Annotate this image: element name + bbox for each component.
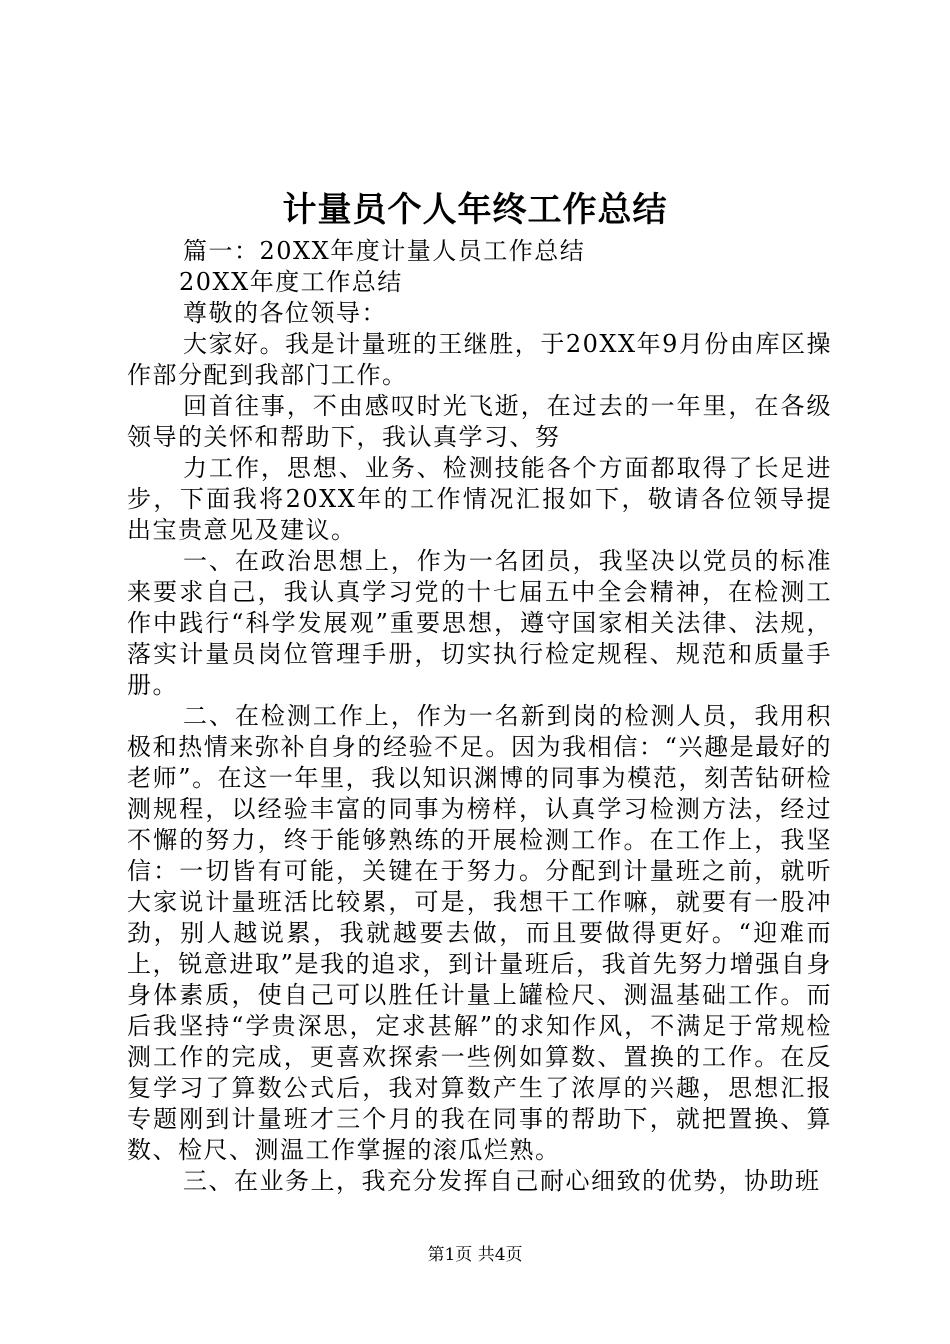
paragraph: 三、在业务上，我充分发挥自己耐心细致的优势，协助班 xyxy=(183,1167,821,1195)
paragraph-subtitle: 20XX年度工作总结 xyxy=(179,268,403,296)
document-title: 计量员个人年终工作总结 xyxy=(282,190,668,230)
paragraph: 力工作，思想、业务、检测技能各个方面都取得了长足进步，下面我将20XX年的工作情况汇报如下，敬请各位领导提出宝贵意见及建议。 xyxy=(127,454,832,544)
paragraph-salutation: 尊敬的各位领导： xyxy=(183,299,387,327)
page-number-footer: 第1页 共4页 xyxy=(427,1245,523,1265)
paragraph: 二、在检测工作上，作为一名新到岗的检测人员，我用积极和热情来弥补自身的经验不足。因为我相信：“兴趣是最好的老师”。在这一年里，我以知识渊博的同事为模范，刻苦钻研检测规程，以经验丰富的同事为榜样，认真学习检测方法，经过不懈的努力，终于能够熟练的开展检测工作。在工作上，我坚信：一切皆有可能，关键在于努力。分配到计量班之前，就听大家说计量班活比较累，可是，我想干工作嘛，就要有一股冲劲，别人越说累，我就越要去做，而且要做得更好。“迎难而上，锐意进取”是我的追求，到计量班后，我首先努力增强自身身体素质，使自己可以胜任计量上罐检尺、测温基础工作。而后我坚持“学贵深思，定求甚解”的求知作风，不满足于常规检测工作的完成，更喜欢探索一些例如算数、置换的工作。在反复学习了算数公式后，我对算数产生了浓厚的兴趣，思想汇报专题刚到计量班才三个月的我在同事的帮助下，就把置换、算数、检尺、测温工作掌握的滚瓜烂熟。 xyxy=(127,702,832,1164)
paragraph-section-heading: 篇一：20XX年度计量人员工作总结 xyxy=(183,237,586,265)
document-body xyxy=(127,236,832,1197)
paragraph: 大家好。我是计量班的王继胜，于20XX年9月份由库区操作部分配到我部门工作。 xyxy=(127,330,832,389)
paragraph: 一、在政治思想上，作为一名团员，我坚决以党员的标准来要求自己，我认真学习党的十七届五中全会精神，在检测工作中践行“科学发展观”重要思想，遵守国家相关法律、法规，落实计量员岗位管理手册，切实执行检定规程、规范和质量手册。 xyxy=(127,547,832,699)
paragraph: 回首往事，不由感叹时光飞逝，在过去的一年里，在各级领导的关怀和帮助下，我认真学习、努 xyxy=(127,392,832,451)
